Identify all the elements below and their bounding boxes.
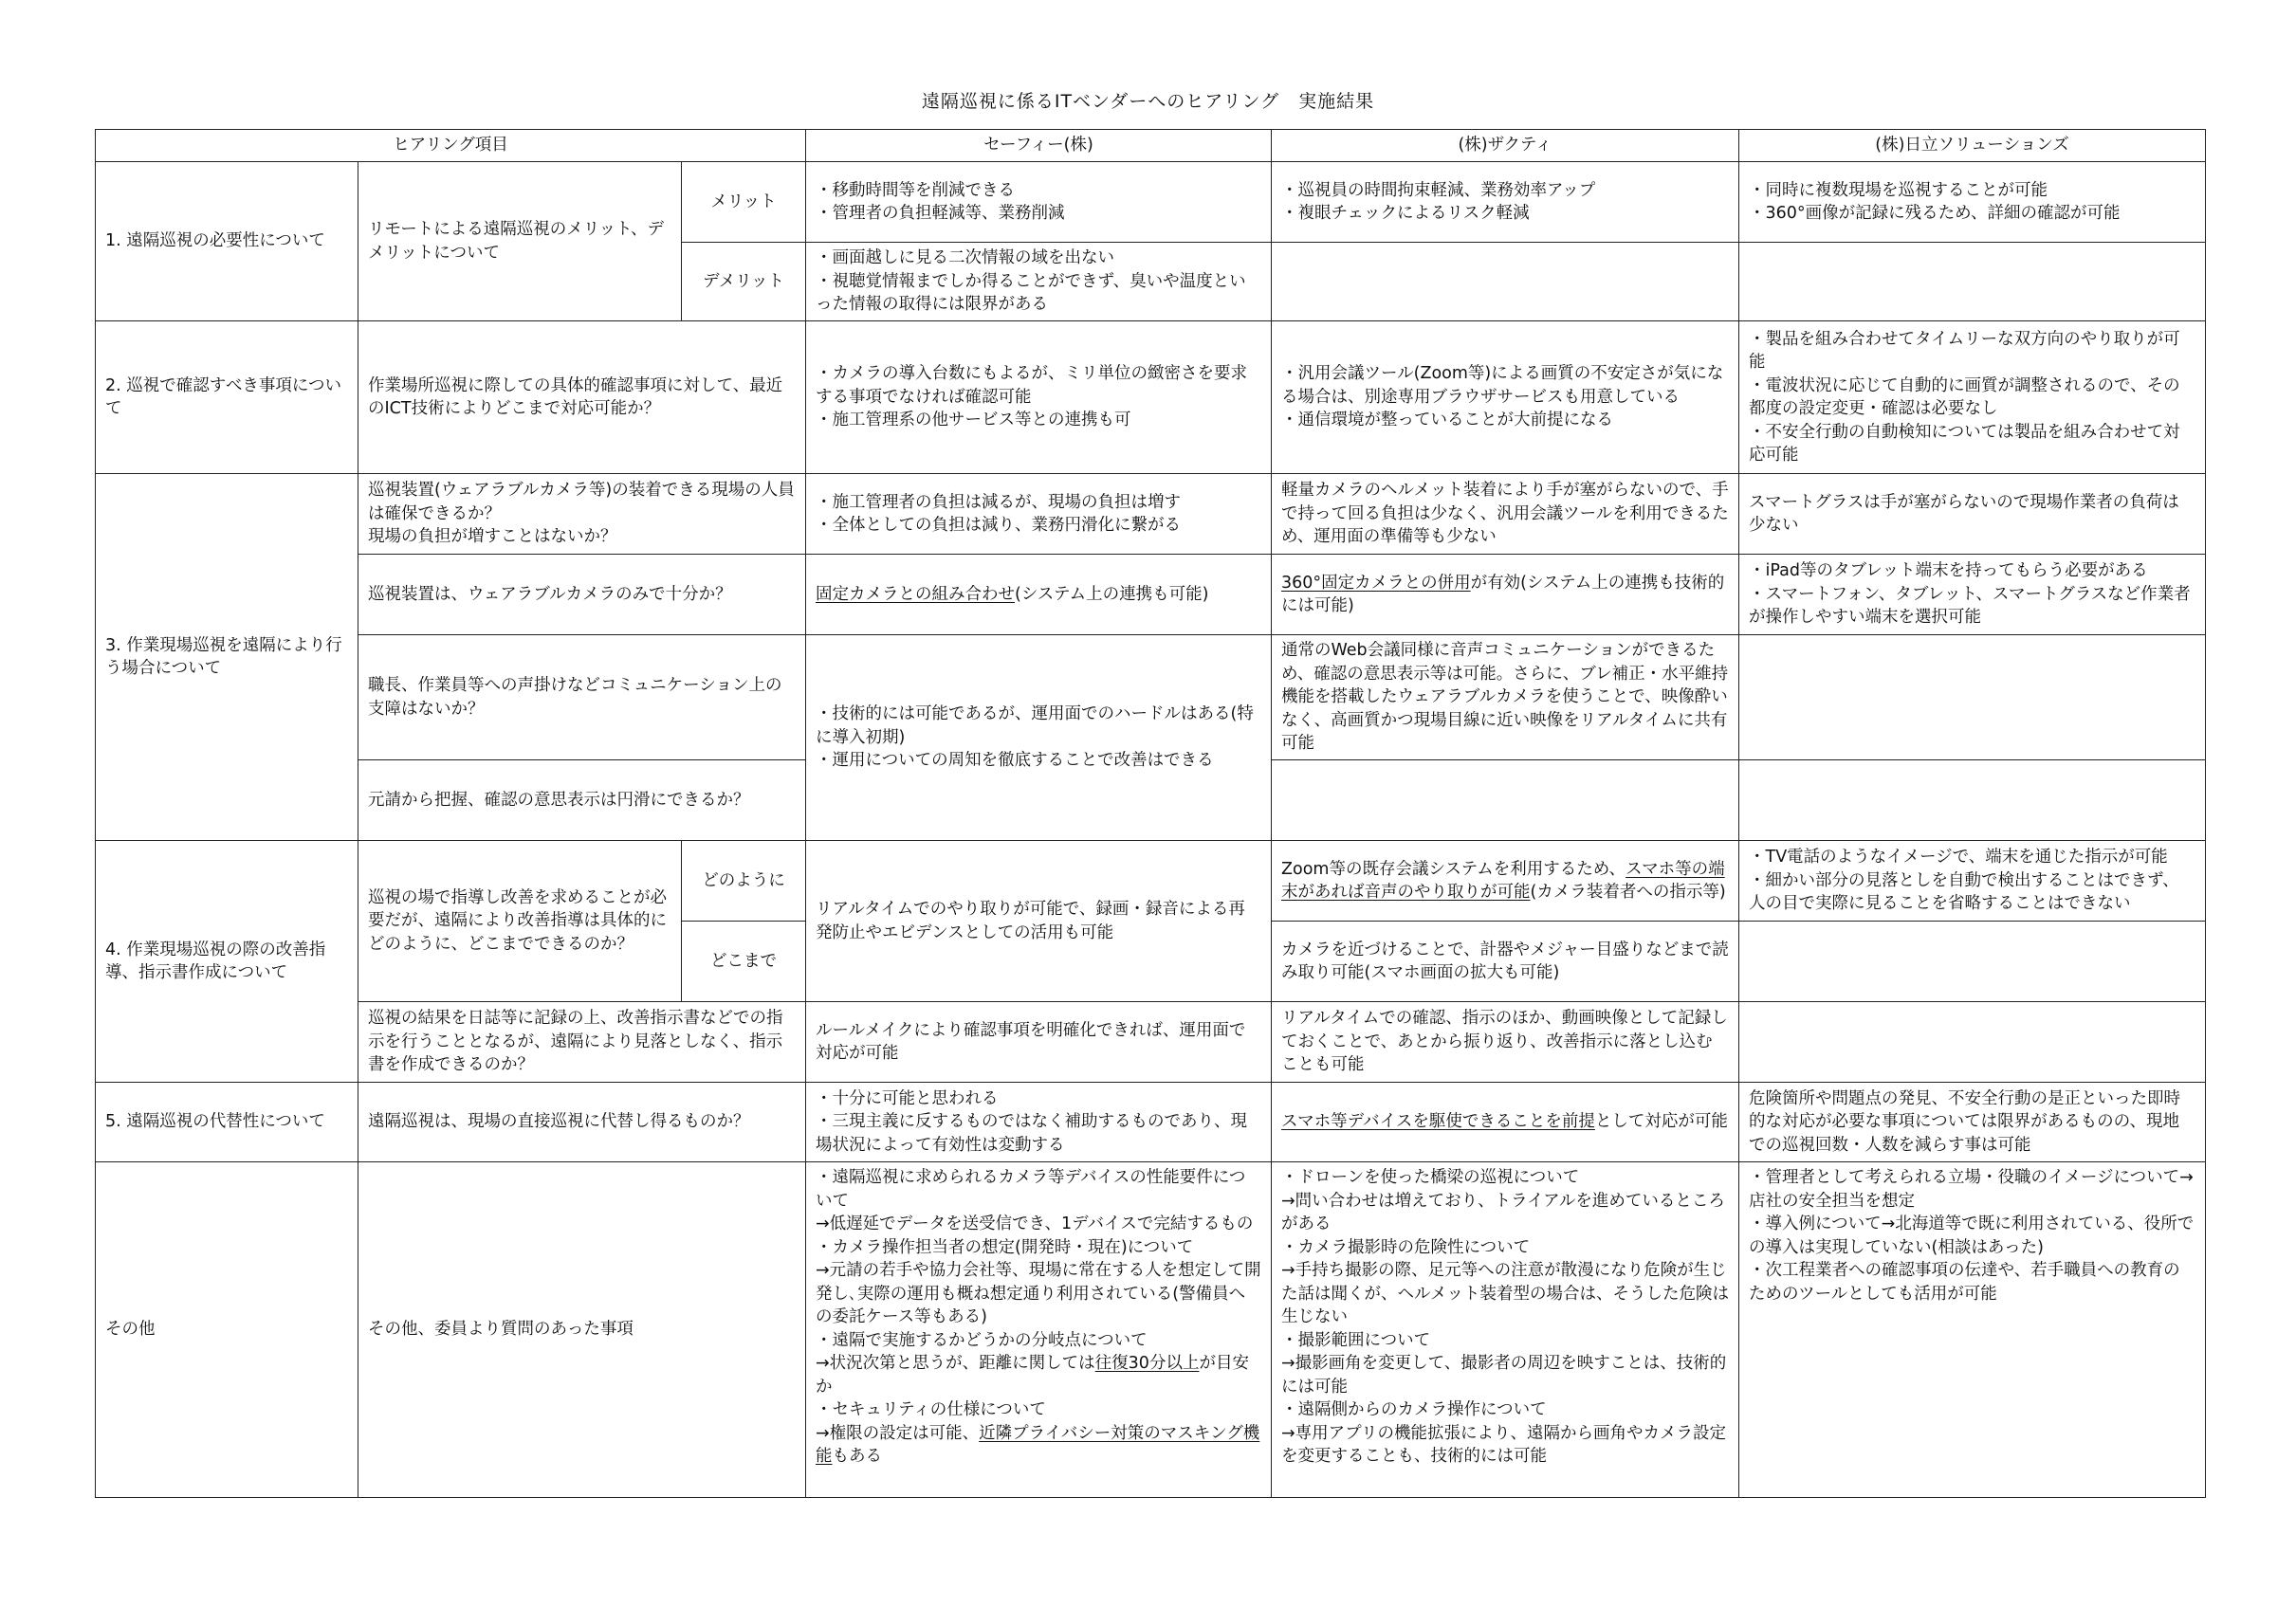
answer-cell-hitachi (1739, 635, 2206, 760)
answer-paragraph (816, 1422, 1261, 1469)
question-cell: 巡視装置は、ウェアラブルカメラのみで十分か？ (358, 555, 806, 635)
answer-paragraph: ・iPad等のタブレット端末を持ってもらう必要がある (1749, 561, 2148, 581)
answer-text: もある (832, 1447, 882, 1466)
table-row (96, 321, 2206, 474)
answer-paragraph: ・カメラの導入台数にもよるが、ミリ単位の緻密さを要求する事項でなければ確認可能 (816, 364, 1247, 407)
document-title: 遠隔巡視に係るITベンダーへのヒアリング 実施結果 (921, 91, 1375, 112)
answer-paragraph: ・細かい部分の見落としを自動で検出することはできず、人の目で実際に見ることを省略することはできない (1749, 870, 2179, 914)
answer-paragraph: ・カメラ撮影時の危険性について (1281, 1237, 1531, 1257)
question-cell: 遠隔巡視は、現場の直接巡視に代替し得るものか？ (358, 1083, 806, 1162)
answer-paragraph: ・画面越しに見る二次情報の域を出ない (816, 248, 1114, 268)
how-label: どのように (682, 841, 806, 922)
answer-cell-hitachi (1739, 162, 2206, 243)
demerit-label: デメリット (682, 243, 806, 321)
answer-paragraph: →低遅延でデータを送受信でき、1デバイスで完結するもの (816, 1214, 1254, 1233)
answer-paragraph: ・三現主義に反するものではなく補助するものであり、現場状況によって有効性は変動する (816, 1112, 1247, 1155)
answer-cell-xacti (1272, 841, 1739, 922)
answer-paragraph (816, 1352, 1261, 1398)
question-line: 巡視装置(ウェアラブルカメラ等)の装着できる現場の人員は確保できるか？ (368, 481, 795, 523)
question-cell: 作業場所巡視に際しての具体的確認事項に対して、最近のICT技術によりどこまで対応可能か？ (358, 321, 806, 474)
answer-paragraph: ・運用についての周知を徹底することで改善はできる (816, 751, 1214, 771)
answer-text: →状況次第と思うが、距離に関しては (816, 1354, 1095, 1373)
table-row (96, 1162, 2206, 1498)
table-row (96, 555, 2206, 635)
merit-label: メリット (682, 162, 806, 243)
underlined-text: 往復30分以上 (1094, 1354, 1200, 1373)
answer-cell-xacti (1272, 1002, 1739, 1083)
answer-cell-xacti (1272, 162, 1739, 243)
category-cell: その他 (96, 1162, 358, 1498)
answer-cell-hitachi (1739, 555, 2206, 635)
answer-paragraph: ・十分に可能と思われる (816, 1088, 999, 1108)
answer-cell-safie (806, 1162, 1272, 1498)
answer-paragraph: →専用アプリの機能拡張により、遠隔から画角やカメラ設定を変更することも、技術的には可能 (1281, 1423, 1726, 1466)
answer-cell-xacti (1272, 1162, 1739, 1498)
answer-cell-safie (806, 243, 1272, 321)
answer-text: が目安か (816, 1354, 1249, 1397)
answer-cell-xacti (1272, 321, 1739, 474)
underlined-text: 360°固定カメラとの併用 (1281, 573, 1471, 593)
answer-paragraph: ・電波状況に応じて自動的に画質が調整されるので、その都度の設定変更・確認は必要なし (1749, 375, 2180, 418)
table-row (96, 841, 2206, 922)
answer-paragraph: ・遠隔側からのカメラ操作について (1281, 1400, 1547, 1419)
answer-paragraph: 危険箇所や問題点の発見、不安全行動の是正といった即時的な対応が必要な事項については限界があるものの、現地での巡視回数・人数を減らす事は可能 (1749, 1088, 2180, 1155)
answer-paragraph: ・施工管理者の負担は減るが、現場の負担は増す (816, 492, 1181, 512)
table-row (96, 474, 2206, 555)
question-cell: その他、委員より質問のあった事項 (358, 1162, 806, 1498)
answer-text: が有効(システム上の連携も技術的には可能) (1281, 573, 1725, 615)
answer-cell-xacti (1272, 474, 1739, 555)
category-cell: 4. 作業現場巡視の際の改善指導、指示書作成について (96, 841, 358, 1083)
answer-paragraph: ・技術的には可能であるが、運用面でのハードルはある(特に導入初期) (816, 704, 1254, 747)
table-row (96, 162, 2206, 243)
answer-paragraph: ・巡視員の時間拘束軽減、業務効率アップ (1281, 180, 1596, 200)
category-cell: 1. 遠隔巡視の必要性について (96, 162, 358, 321)
answer-paragraph: ・カメラ操作担当者の想定(開発時・現在)について (816, 1237, 1194, 1257)
underlined-text: 近隣プライバシー対策のマスキング機能 (816, 1423, 1260, 1466)
answer-paragraph (1281, 858, 1729, 904)
answer-paragraph: ・移動時間等を削減できる (816, 180, 1015, 200)
answer-cell-safie (806, 841, 1272, 1002)
answer-cell-hitachi (1739, 841, 2206, 922)
answer-paragraph: ・管理者の負担軽減等、業務削減 (816, 204, 1065, 223)
question-cell: 巡視の場で指導し改善を求めることが必要だが、遠隔により改善指導は具体的にどのように、どこまでできるのか？ (358, 841, 682, 1002)
category-cell: 2. 巡視で確認すべき事項について (96, 321, 358, 474)
answer-paragraph: ・ドローンを使った橋梁の巡視について (1281, 1168, 1580, 1187)
answer-paragraph: ・遠隔巡視に求められるカメラ等デバイスの性能要件について (816, 1168, 1246, 1211)
extent-label: どこまで (682, 922, 806, 1002)
answer-cell-safie (806, 162, 1272, 243)
answer-paragraph: ・同時に複数現場を巡視することが可能 (1749, 180, 2048, 200)
answer-cell-hitachi (1739, 321, 2206, 474)
answer-paragraph: ・撮影範囲について (1281, 1330, 1431, 1350)
answer-paragraph (816, 583, 1261, 607)
answer-paragraph: →撮影画角を変更して、撮影者の周辺を映すことは、技術的には可能 (1281, 1354, 1727, 1397)
answer-cell-hitachi (1739, 474, 2206, 555)
question-cell: 職長、作業員等への声掛けなどコミュニケーション上の支障はないか？ (358, 635, 806, 760)
header-company-hitachi: (株)日立ソリューションズ (1739, 130, 2206, 162)
answer-paragraph: ・遠隔で実施するかどうかの分岐点について (816, 1330, 1148, 1350)
answer-cell-safie (806, 1083, 1272, 1162)
answer-paragraph: カメラを近づけることで、計器やメジャー目盛りなどまで読み取り可能(スマホ画面の拡大も可能) (1281, 940, 1729, 982)
answer-text: (カメラ装着者への指示等) (1530, 883, 1726, 902)
answer-cell-hitachi (1739, 922, 2206, 1002)
answer-paragraph: 通常のWeb会議同様に音声コミュニケーションができるため、確認の意思表示等は可能。さらに、ブレ補正・水平維持機能を搭載したウェアラブルカメラを使うことで、映像酔いなく、高画質かつ現場目線に近い映像をリアルタイムに共有可能 (1281, 641, 1729, 754)
answer-paragraph: ・管理者として考えられる立場・役職のイメージについて→店社の安全担当を想定 (1749, 1168, 2194, 1211)
answer-cell-hitachi (1739, 1162, 2206, 1498)
answer-cell-xacti (1272, 760, 1739, 841)
header-company-xacti: (株)ザクティ (1272, 130, 1739, 162)
answer-paragraph: ・視聴覚情報までしか得ることができず、臭いや温度といった情報の取得には限界がある (816, 271, 1246, 315)
underlined-text: 固定カメラとの組み合わせ (816, 584, 1015, 604)
answer-paragraph: ・導入例について→北海道等で既に利用されている、役所での導入は実現していない(相談はあった) (1749, 1214, 2195, 1257)
table-row (96, 1002, 2206, 1083)
table-row (96, 1083, 2206, 1162)
answer-paragraph (1281, 1110, 1729, 1134)
header-company-safie: セーフィー(株) (806, 130, 1272, 162)
answer-paragraph: ・TV電話のようなイメージで、端末を通じた指示が可能 (1749, 848, 2168, 867)
answer-cell-xacti (1272, 243, 1739, 321)
question-cell: 元請から把握、確認の意思表示は円滑にできるか？ (358, 760, 806, 841)
underlined-text: スマホ等の端末があれば音声のやり取りが可能 (1281, 859, 1725, 902)
answer-paragraph: ・スマートフォン、タブレット、スマートグラスなど作業者が操作しやすい端末を選択可能 (1749, 584, 2191, 628)
answer-paragraph: ・360°画像が記録に残るため、詳細の確認が可能 (1749, 204, 2121, 223)
answer-text: として対応が可能 (1594, 1112, 1728, 1132)
question-cell: 巡視の結果を日誌等に記録の上、改善指示書などでの指示を行うこととなるが、遠隔により見落としなく、指示書を作成できるのか？ (358, 1002, 806, 1083)
question-cell (358, 474, 806, 555)
answer-cell-xacti (1272, 555, 1739, 635)
answer-paragraph: →手持ち撮影の際、足元等への注意が散漫になり危険が生じた話は聞くが、ヘルメット装着型の場合は、そうした危険は生じない (1281, 1261, 1729, 1326)
answer-paragraph: →元請の若手や協力会社等、現場に常在する人を想定して開発し､実際の運用も概ね想定通り利用されている(警備員への委託ケース等もある) (816, 1261, 1261, 1326)
underlined-text: スマホ等デバイスを駆使できることを前提 (1281, 1112, 1595, 1132)
answer-paragraph: スマートグラスは手が塞がらないので現場作業者の負荷は少ない (1749, 492, 2179, 535)
answer-cell-xacti (1272, 922, 1739, 1002)
hearing-results-table (95, 129, 2206, 1498)
answer-cell-safie (806, 321, 1272, 474)
answer-paragraph: ・セキュリティの仕様について (816, 1400, 1046, 1419)
answer-cell-hitachi (1739, 760, 2206, 841)
category-cell: 3. 作業現場巡視を遠隔により行う場合について (96, 474, 358, 841)
answer-paragraph: ルールメイクにより確認事項を明確化できれば、運用面で対応が可能 (816, 1020, 1246, 1063)
table-row (96, 635, 2206, 760)
answer-cell-safie (806, 555, 1272, 635)
answer-cell-safie (806, 474, 1272, 555)
answer-paragraph (1281, 572, 1729, 618)
question-cell: リモートによる遠隔巡視のメリット、デメリットについて (358, 162, 682, 321)
answer-cell-xacti (1272, 635, 1739, 760)
answer-paragraph: ・製品を組み合わせてタイムリーな双方向のやり取りが可能 (1749, 329, 2180, 372)
answer-paragraph: リアルタイムでの確認、指示のほか、動画映像として記録しておくことで、あとから振り返り、改善指示に落とし込むことも可能 (1281, 1009, 1728, 1075)
answer-paragraph: ・不安全行動の自動検知については製品を組み合わせて対応可能 (1749, 422, 2180, 465)
answer-cell-hitachi (1739, 1002, 2206, 1083)
answer-paragraph: ・通信環境が整っていることが大前提になる (1281, 411, 1613, 430)
answer-paragraph: ・全体としての負担は減り、業務円滑化に繋がる (816, 516, 1181, 535)
answer-cell-safie (806, 1002, 1272, 1083)
answer-text: (システム上の連携も可能) (1015, 584, 1209, 604)
answer-text: Zoom等の既存会議システムを利用するため、 (1281, 859, 1626, 879)
answer-paragraph: ・汎用会議ツール(Zoom等)による画質の不安定さが気になる場合は、別途専用ブラウザサービスも用意している (1281, 364, 1724, 407)
header-row (96, 130, 2206, 162)
question-line: 現場の負担が増すことはないか？ (368, 527, 617, 547)
answer-paragraph: ・次工程業者への確認事項の伝達や、若手職員への教育のためのツールとしても活用が可能 (1749, 1261, 2180, 1304)
answer-cell-hitachi (1739, 243, 2206, 321)
header-hearing-item: ヒアリング項目 (96, 130, 806, 162)
category-cell: 5. 遠隔巡視の代替性について (96, 1083, 358, 1162)
answer-paragraph: →問い合わせは増えており、トライアルを進めているところがある (1281, 1191, 1725, 1233)
answer-cell-hitachi (1739, 1083, 2206, 1162)
answer-paragraph: 軽量カメラのヘルメット装着により手が塞がらないので、手で持って回る負担は少なく、汎用会議ツールを利用できるため、運用面の準備等も少ない (1281, 481, 1729, 547)
answer-cell-safie (806, 635, 1272, 841)
answer-paragraph: ・複眼チェックによるリスク軽減 (1281, 204, 1530, 223)
answer-text: →権限の設定は可能、 (816, 1423, 980, 1443)
answer-cell-xacti (1272, 1083, 1739, 1162)
answer-paragraph: ・施工管理系の他サービス等との連携も可 (816, 411, 1131, 430)
answer-paragraph: リアルタイムでのやり取りが可能で、録画・録音による再発防止やエビデンスとしての活用も可能 (816, 900, 1245, 942)
